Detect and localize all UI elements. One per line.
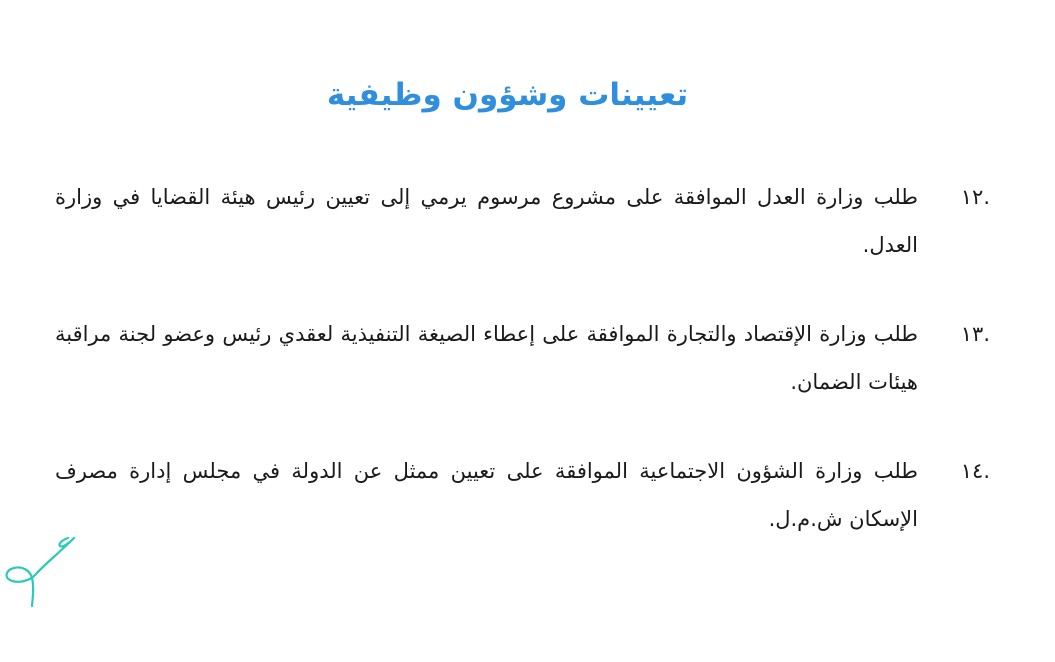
item-number: .١٤ xyxy=(960,459,990,483)
agenda-item xyxy=(55,447,990,543)
agenda-item xyxy=(55,310,990,406)
item-number: .١٣ xyxy=(960,322,990,346)
item-number: .١٢ xyxy=(960,185,990,209)
item-text: طلب وزارة الإقتصاد والتجارة الموافقة على إعطاء الصيغة التنفيذية لعقدي رئيس وعضو لجنة مراقبة هيئات الضمان. xyxy=(55,322,918,394)
agenda-item xyxy=(55,173,990,269)
item-text: طلب وزارة الشؤون الاجتماعية الموافقة على تعيين ممثل عن الدولة في مجلس إدارة مصرف الإسكان ش.م.ل. xyxy=(55,459,918,531)
handwritten-signature xyxy=(0,530,90,610)
agenda-list xyxy=(55,173,990,584)
item-text: طلب وزارة العدل الموافقة على مشروع مرسوم يرمي إلى تعيين رئيس هيئة القضايا في وزارة العدل. xyxy=(55,185,918,257)
page-title: تعيينات وشؤون وظيفية xyxy=(326,77,689,113)
